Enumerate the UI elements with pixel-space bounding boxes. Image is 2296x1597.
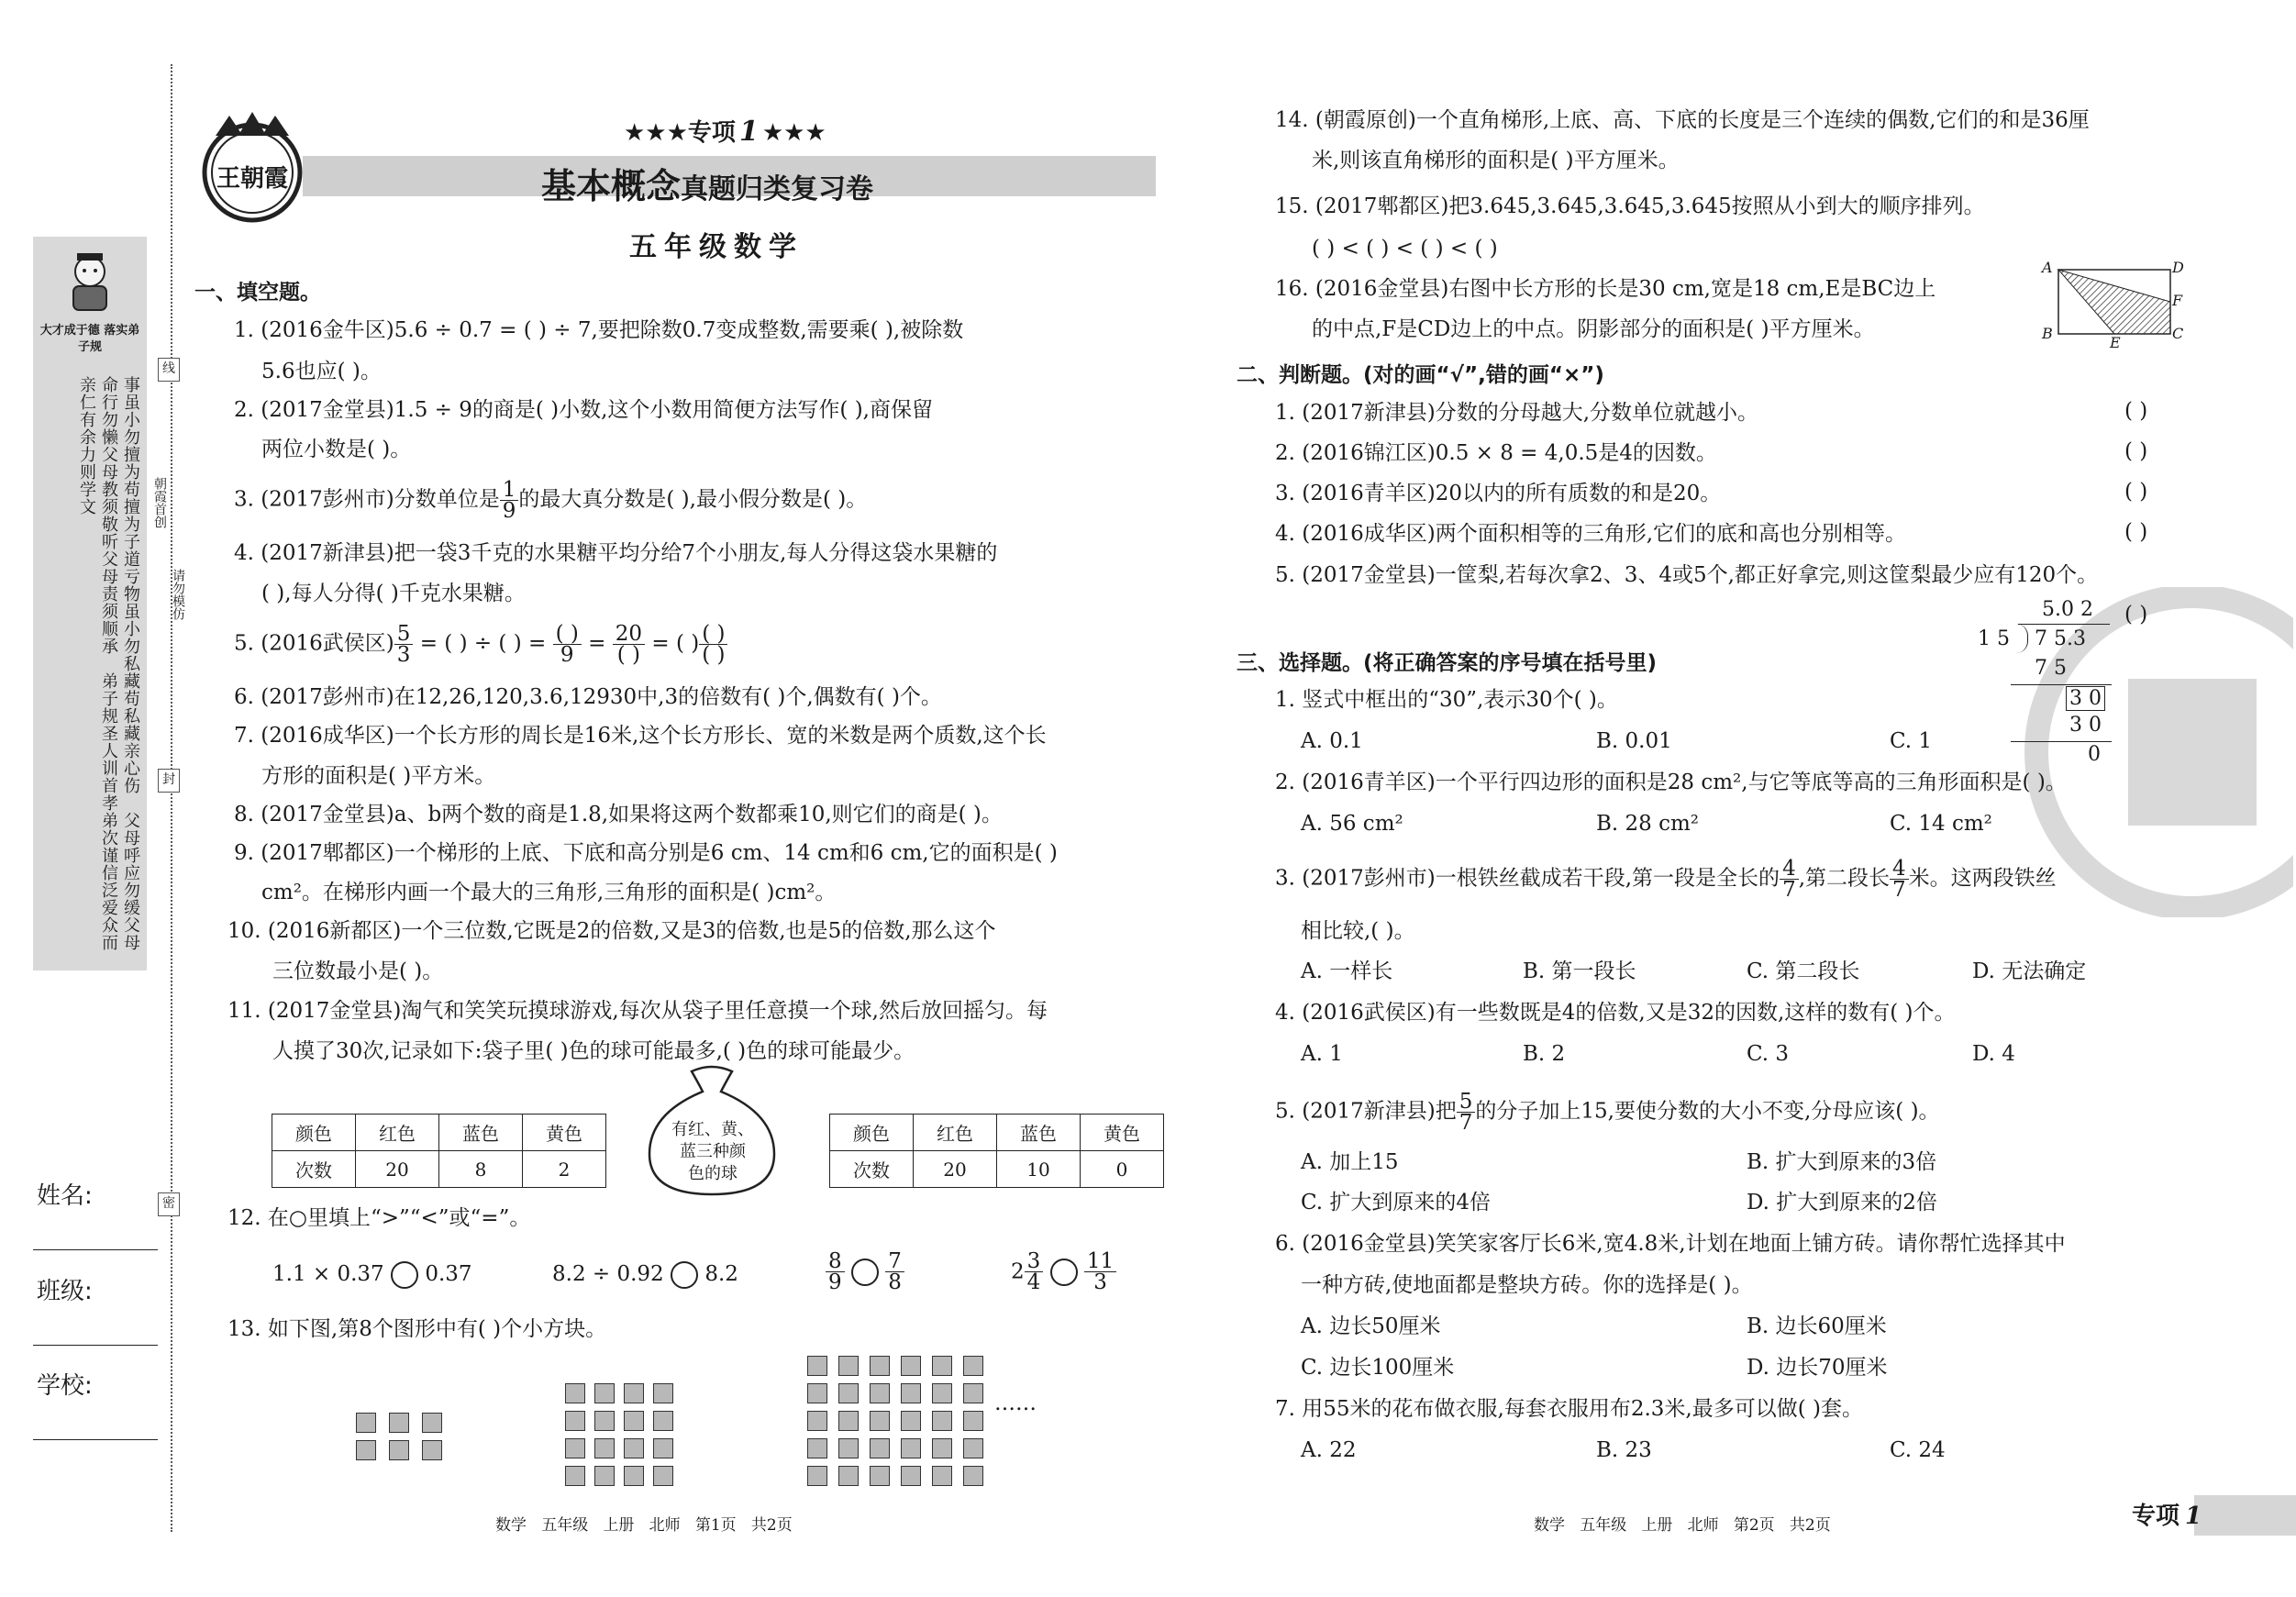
block xyxy=(870,1383,890,1403)
choice-4-opt-c: C. 3 xyxy=(1747,1042,1790,1066)
choice-6-opt-d: D. 边长70厘米 xyxy=(1747,1356,1888,1380)
class-label: 班级: xyxy=(37,1278,93,1305)
q10: 10. (2016新都区)一个三位数,它既是2的倍数,又是3的倍数,也是5的倍数,那么这个 xyxy=(227,919,996,943)
rectangle-figure xyxy=(2036,259,2183,350)
q12-expr-4: 2 $\frac{3}{4}$ $\frac{11}{3}$ xyxy=(1011,1251,1116,1292)
choice-3: 3. (2017彭州市)一根铁丝截成若干段,第一段是全长的 $\frac{4}{7}$ ,第二段长 $\frac{4}{7}$ 米。这两段铁丝 xyxy=(1275,857,2057,902)
school-field[interactable] xyxy=(33,1439,158,1440)
q12-expr-1: 1.1 × 0.37 0.37 xyxy=(272,1260,472,1289)
choice-4: 4. (2016武侯区)有一些数既是4的倍数,又是32的因数,这样的数有( )个。 xyxy=(1275,1001,1956,1025)
block xyxy=(653,1438,673,1458)
block xyxy=(838,1411,859,1431)
block xyxy=(565,1383,585,1403)
choice-3-opt-a: A. 一样长 xyxy=(1301,959,1393,983)
section3-heading: 三、选择题。(将正确答案的序号填在括号里) xyxy=(1237,651,1658,675)
block xyxy=(870,1356,890,1376)
q15: 15. (2017郫都区)把3.645,3.645,3.645,3.645按照从小到大的顺序排列。 xyxy=(1275,194,1985,218)
label-e: E xyxy=(2110,334,2121,351)
block xyxy=(963,1383,983,1403)
q3-fraction: $\frac{1}{9}$ xyxy=(500,480,519,521)
block xyxy=(624,1411,644,1431)
series-stars-right: ★★★ xyxy=(761,119,826,147)
choice-3-opt-d: D. 无法确定 xyxy=(1972,959,2087,983)
q3: 3. (2017彭州市)分数单位是 $\frac{1}{9}$ 的最大真分数是( ),最小假分数是( )。 xyxy=(234,478,868,523)
brand-logo xyxy=(193,108,312,227)
choice-1-opt-a: A. 0.1 xyxy=(1301,729,1363,753)
q8: 8. (2017金堂县)a、b两个数的商是1.8,如果将这两个数都乘10,则它们的商是( )。 xyxy=(234,803,1003,826)
sidebar-mascot-icon xyxy=(55,246,125,316)
block xyxy=(963,1438,983,1458)
choice-6-opt-c: C. 边长100厘米 xyxy=(1301,1356,1455,1380)
block xyxy=(901,1466,921,1486)
choice-3-cont: 相比较,( )。 xyxy=(1301,919,1415,943)
binding-line xyxy=(171,64,172,1532)
block xyxy=(838,1356,859,1376)
binding-note-2: 请勿模仿 xyxy=(171,569,185,620)
label-a: A xyxy=(2042,259,2053,276)
division-r2-boxed: 3 0 xyxy=(2066,686,2105,711)
q4-cont: ( ),每人分得( )千克水果糖。 xyxy=(261,582,526,605)
block xyxy=(594,1411,615,1431)
school-label: 学校: xyxy=(37,1372,93,1400)
series-number: 1 xyxy=(738,116,759,148)
block xyxy=(932,1438,952,1458)
judge-5: 5. (2017金堂县)一筐梨,若每次拿2、3、4或5个,都正好拿完,则这筐梨最少应有120个。 xyxy=(1275,563,2099,587)
division-r4: 0 xyxy=(2088,743,2101,766)
compare-circle-3[interactable] xyxy=(851,1259,879,1286)
sidebar-caption: 大才成于德 落实弟子规 xyxy=(39,324,140,354)
choice-4-opt-a: A. 1 xyxy=(1301,1042,1343,1066)
choice-5-opt-d: D. 扩大到原来的2倍 xyxy=(1747,1191,1937,1214)
block xyxy=(838,1466,859,1486)
block xyxy=(932,1466,952,1486)
choice-5: 5. (2017新津县)把 $\frac{5}{7}$ 的分子加上15,要使分数的大小不变,分母应该( )。 xyxy=(1275,1090,1940,1135)
choice-3-opt-c: C. 第二段长 xyxy=(1747,959,1860,983)
q12-expr-3: $\frac{8}{9}$ $\frac{7}{8}$ xyxy=(826,1251,904,1292)
q14-cont: 米,则该直角梯形的面积是( )平方厘米。 xyxy=(1312,149,1680,172)
q7-cont: 方形的面积是( )平方米。 xyxy=(261,764,496,788)
block xyxy=(963,1411,983,1431)
choice-5-opt-b: B. 扩大到原来的3倍 xyxy=(1747,1150,1937,1174)
block xyxy=(807,1438,827,1458)
choice-1-opt-b: B. 0.01 xyxy=(1596,729,1672,753)
choice-4-opt-d: D. 4 xyxy=(1972,1042,2015,1066)
label-f: F xyxy=(2172,292,2183,309)
block xyxy=(624,1466,644,1486)
series-stars-left: ★★★专项 xyxy=(624,119,736,147)
series-label xyxy=(624,114,826,148)
judge-1: 1. (2017新津县)分数的分母越大,分数单位就越小。 xyxy=(1275,401,1759,425)
name-field[interactable] xyxy=(33,1249,158,1250)
judge-2-answer[interactable]: ( ) xyxy=(2124,439,2148,463)
block xyxy=(838,1383,859,1403)
corner-label-num: 1 xyxy=(2185,1503,2202,1530)
block xyxy=(422,1440,442,1460)
block xyxy=(653,1411,673,1431)
binding-mark-secret: 密 xyxy=(158,1192,180,1216)
division-dividend: 7 5.3 xyxy=(2035,627,2086,650)
q12: 12. 在○里填上“>”“<”或“=”。 xyxy=(227,1206,531,1230)
corner-tab xyxy=(2194,1495,2296,1536)
division-quotient: 5.0 2 xyxy=(2042,598,2093,621)
block xyxy=(807,1383,827,1403)
section2-heading: 二、判断题。(对的画“√”,错的画“×”) xyxy=(1237,363,1604,387)
judge-1-answer[interactable]: ( ) xyxy=(2124,399,2148,423)
judge-3-answer[interactable]: ( ) xyxy=(2124,480,2148,504)
block xyxy=(565,1411,585,1431)
choice-7: 7. 用55米的花布做衣服,每套衣服用布2.3米,最多可以做( )套。 xyxy=(1275,1397,1863,1421)
brand-logo-text: 王朝霞 xyxy=(216,165,288,193)
block xyxy=(624,1438,644,1458)
compare-circle-1[interactable] xyxy=(391,1261,418,1289)
q1: 1. (2016金牛区)5.6 ÷ 0.7 = ( ) ÷ 7,要把除数0.7变成整数,需要乘( ),被除数 xyxy=(234,318,964,342)
block xyxy=(932,1411,952,1431)
corner-tab-label xyxy=(2132,1497,2202,1531)
q15-cont: ( ) < ( ) < ( ) < ( ) xyxy=(1312,237,1498,261)
choice-2: 2. (2016青羊区)一个平行四边形的面积是28 cm²,与它等底等高的三角形面积是( )。 xyxy=(1275,771,2067,794)
q10-cont: 三位数最小是( )。 xyxy=(272,959,444,983)
block xyxy=(565,1438,585,1458)
choice-1: 1. 竖式中框出的“30”,表示30个( )。 xyxy=(1275,688,1618,712)
judge-4: 4. (2016成华区)两个面积相等的三角形,它们的底和高也分别相等。 xyxy=(1275,522,1907,546)
block xyxy=(807,1356,827,1376)
bag-line-2: 蓝三种颜 xyxy=(680,1142,746,1161)
block xyxy=(807,1411,827,1431)
q16: 16. (2016金堂县)右图中长方形的长是30 cm,宽是18 cm,E是BC边上 xyxy=(1275,277,1936,301)
bag-line-1: 有红、黄、 xyxy=(671,1120,754,1139)
title-rest: 真题归类复习卷 xyxy=(681,173,874,205)
block xyxy=(838,1438,859,1458)
compare-circle-4[interactable] xyxy=(1050,1259,1078,1286)
q1-cont: 5.6也应( )。 xyxy=(261,360,382,383)
q14: 14. (朝霞原创)一个直角梯形,上底、高、下底的长度是三个连续的偶数,它们的和是36厘 xyxy=(1275,108,2090,132)
block xyxy=(565,1466,585,1486)
block xyxy=(389,1413,409,1433)
choice-7-opt-c: C. 24 xyxy=(1890,1438,1946,1462)
block xyxy=(901,1438,921,1458)
q9-cont: cm²。在梯形内画一个最大的三角形,三角形的面积是( )cm²。 xyxy=(261,881,837,904)
q4: 4. (2017新津县)把一袋3千克的水果糖平均分给7个小朋友,每人分得这袋水果糖的 xyxy=(234,541,998,565)
tally-table-2: 颜色 红色 蓝色 黄色 次数 20 10 0 xyxy=(829,1114,1164,1188)
choice-2-opt-a: A. 56 cm² xyxy=(1301,812,1403,836)
block xyxy=(870,1466,890,1486)
block xyxy=(870,1438,890,1458)
judge-2: 2. (2016锦江区)0.5 × 8 = 4,0.5是4的因数。 xyxy=(1275,441,1717,465)
label-c: C xyxy=(2172,325,2184,342)
choice-5-opt-a: A. 加上15 xyxy=(1301,1150,1399,1174)
choice-7-opt-b: B. 23 xyxy=(1596,1438,1652,1462)
choice-6-cont: 一种方砖,使地面都是整块方砖。你的选择是( )。 xyxy=(1301,1273,1753,1297)
judge-5-answer[interactable]: ( ) xyxy=(2124,603,2148,627)
binding-mark-seal: 封 xyxy=(158,769,180,793)
q5: 5. (2016武侯区) $\frac{5}{3}$ = ( ) ÷ ( ) = $\frac{( )}{9}$ = $\frac{20}{( )}$ = ( ) $\frac{( )}{( )}$ xyxy=(234,624,727,665)
ball-bag-icon xyxy=(637,1062,787,1198)
block xyxy=(594,1383,615,1403)
judge-3: 3. (2016青羊区)20以内的所有质数的和是20。 xyxy=(1275,482,1722,505)
block xyxy=(901,1356,921,1376)
block xyxy=(963,1356,983,1376)
page-title xyxy=(541,158,873,208)
watermark-seal-icon xyxy=(2018,587,2293,917)
binding-mark-line: 线 xyxy=(158,358,180,382)
tally-table-1: 颜色 红色 蓝色 黄色 次数 20 8 2 xyxy=(272,1114,606,1188)
choice-4-opt-b: B. 2 xyxy=(1523,1042,1566,1066)
division-divisor: 1 5 xyxy=(1978,627,2010,650)
q12-expr-2: 8.2 ÷ 0.92 8.2 xyxy=(552,1260,738,1289)
label-d: D xyxy=(2172,259,2184,276)
block xyxy=(594,1466,615,1486)
section1-heading: 一、填空题。 xyxy=(194,281,321,305)
block xyxy=(870,1411,890,1431)
bag-line-3: 色的球 xyxy=(688,1164,738,1183)
sidebar-verse-column: 事虽小勿擅为苟擅为子道亏物虽小勿私藏苟私藏亲心伤 父母呼应勿缓父母命行勿懒父母教须敬听父母责须顺承 弟子规圣人训首孝弟次谨信泛爱众而亲仁有余力则学文 xyxy=(77,376,140,951)
q13-ellipsis: …… xyxy=(994,1392,1037,1415)
block xyxy=(901,1383,921,1403)
block xyxy=(901,1411,921,1431)
choice-6-opt-b: B. 边长60厘米 xyxy=(1747,1314,1887,1338)
block xyxy=(356,1413,376,1433)
page-subtitle: 五年级数学 xyxy=(629,231,804,263)
binding-note-1: 朝霞首创 xyxy=(152,477,167,528)
name-label: 姓名: xyxy=(37,1182,93,1210)
choice-5-opt-c: C. 扩大到原来的4倍 xyxy=(1301,1191,1492,1214)
class-field[interactable] xyxy=(33,1345,158,1346)
label-b: B xyxy=(2042,325,2053,342)
choice-2-opt-c: C. 14 cm² xyxy=(1890,812,1992,836)
block xyxy=(653,1383,673,1403)
q11-cont: 人摸了30次,记录如下:袋子里( )色的球可能最多,( )色的球可能最少。 xyxy=(272,1039,915,1063)
block xyxy=(389,1440,409,1460)
q6: 6. (2017彭州市)在12,26,120,3.6,12930中,3的倍数有( )个,偶数有( )个。 xyxy=(234,685,942,709)
block xyxy=(807,1466,827,1486)
choice-6: 6. (2016金堂县)笑笑家客厅长6米,宽4.8米,计划在地面上铺方砖。请你帮忙选择其中 xyxy=(1275,1232,2066,1256)
block xyxy=(653,1466,673,1486)
footer-right: 数学 五年级 上册 北师 第2页 共2页 xyxy=(1534,1516,1831,1535)
block xyxy=(963,1466,983,1486)
block xyxy=(356,1440,376,1460)
q2: 2. (2017金堂县)1.5 ÷ 9的商是( )小数,这个小数用简便方法写作( ),商保留 xyxy=(234,398,933,422)
title-bold: 基本概念 xyxy=(541,166,682,206)
q9: 9. (2017郫都区)一个梯形的上底、下底和高分别是6 cm、14 cm和6 cm,它的面积是( ) xyxy=(234,841,1058,865)
choice-3-opt-b: B. 第一段长 xyxy=(1523,959,1636,983)
q2-cont: 两位小数是( )。 xyxy=(261,438,412,461)
choice-2-opt-b: B. 28 cm² xyxy=(1596,812,1700,836)
q16-cont: 的中点,F是CD边上的中点。阴影部分的面积是( )平方厘米。 xyxy=(1312,317,1875,341)
block xyxy=(594,1438,615,1458)
division-r1: 7 5 xyxy=(2035,657,2067,680)
block xyxy=(624,1383,644,1403)
q13: 13. 如下图,第8个图形中有( )个小方块。 xyxy=(227,1317,607,1341)
block xyxy=(422,1413,442,1433)
choice-6-opt-a: A. 边长50厘米 xyxy=(1301,1314,1441,1338)
choice-1-opt-c: C. 1 xyxy=(1890,729,1933,753)
q11: 11. (2017金堂县)淘气和笑笑玩摸球游戏,每次从袋子里任意摸一个球,然后放回摇匀。每 xyxy=(227,999,1048,1023)
block xyxy=(932,1383,952,1403)
division-r3: 3 0 xyxy=(2069,714,2102,737)
choice-7-opt-a: A. 22 xyxy=(1301,1438,1357,1462)
corner-label-text: 专项 xyxy=(2132,1503,2180,1530)
judge-4-answer[interactable]: ( ) xyxy=(2124,520,2148,544)
q7: 7. (2016成华区)一个长方形的周长是16米,这个长方形长、宽的米数是两个质数,这个长 xyxy=(234,724,1047,748)
block xyxy=(932,1356,952,1376)
footer-left: 数学 五年级 上册 北师 第1页 共2页 xyxy=(495,1516,793,1535)
compare-circle-2[interactable] xyxy=(671,1261,698,1289)
